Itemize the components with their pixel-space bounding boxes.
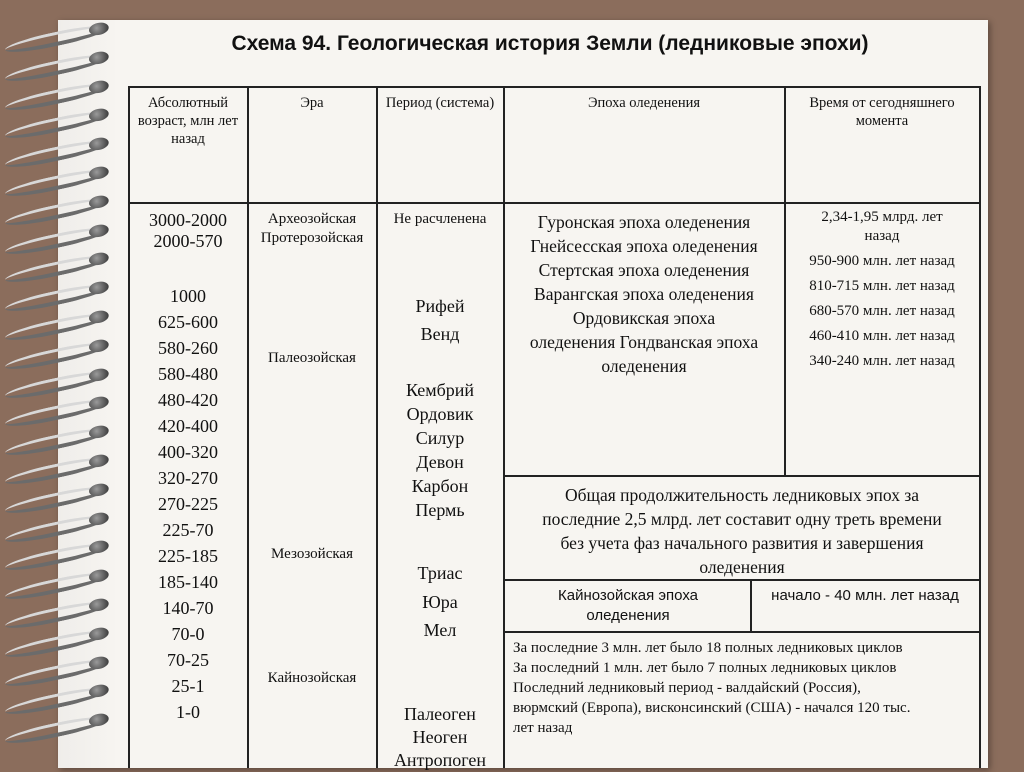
time-value: 810-715 млн. лет назад	[809, 278, 955, 294]
era-cenozoic: Кайнозойская	[267, 670, 357, 686]
age-value: 625-600	[158, 312, 218, 332]
period-group-3	[378, 559, 502, 645]
period-ordovician: Ордовик	[406, 404, 474, 424]
time-value: 2,34-1,95 млрд. лет	[821, 209, 943, 225]
period-neogene: Неоген	[412, 727, 468, 747]
time-value: 460-410 млн. лет назад	[809, 328, 955, 344]
epoch-line: оледенения	[601, 356, 687, 376]
age-value: 225-70	[162, 520, 214, 540]
period-cambrian: Кембрий	[405, 380, 475, 400]
cycles-line: Последний ледниковый период - валдайский (Россия),	[513, 680, 861, 696]
age-value: 185-140	[158, 572, 218, 592]
era-archean: Археозойская	[267, 211, 357, 227]
period-undivided: Не расчленена	[393, 211, 487, 227]
row-divider	[503, 579, 980, 581]
age-value: 580-260	[158, 338, 218, 358]
era-early	[249, 210, 375, 248]
period-group-2	[378, 378, 502, 522]
column-divider	[503, 86, 505, 768]
age-value: 1-0	[176, 702, 200, 722]
time-value: 680-570 млн. лет назад	[809, 303, 955, 319]
summary-text	[505, 483, 979, 579]
age-value: 580-480	[158, 364, 218, 384]
age-value: 420-400	[158, 416, 218, 436]
age-value: 480-420	[158, 390, 218, 410]
epoch-line: Варангская эпоха оледенения	[534, 284, 754, 304]
period-group-4	[378, 703, 502, 772]
period-silurian: Силур	[415, 428, 465, 448]
header-era: Эра	[300, 95, 324, 111]
period-anthropogene: Антропоген	[393, 750, 487, 770]
period-jurassic: Юра	[422, 591, 458, 612]
column-divider	[247, 86, 249, 768]
period-carboniferous: Карбон	[411, 476, 469, 496]
epoch-line: Стертская эпоха оледенения	[538, 260, 750, 280]
summary-line: без учета фаз начального развития и завершения	[560, 533, 924, 553]
age-value: 70-25	[167, 650, 209, 670]
era-proterozoic: Протерозойская	[260, 229, 364, 246]
age-value: 25-1	[171, 676, 205, 696]
age-list	[130, 210, 246, 723]
cenozoic-start: начало - 40 млн. лет назад	[771, 587, 959, 604]
epoch-line: Гуронская эпоха оледенения	[537, 212, 751, 232]
period-rifei: Рифей	[415, 296, 465, 316]
age-value: 400-320	[158, 442, 218, 462]
row-divider	[503, 631, 980, 633]
cycles-line: лет назад	[513, 720, 573, 736]
era-paleozoic: Палеозойская	[268, 350, 356, 366]
age-value: 225-185	[158, 546, 218, 566]
age-value: 320-270	[158, 468, 218, 488]
cycles-text	[513, 638, 975, 738]
summary-line: Общая продолжительность ледниковых эпох за	[564, 485, 920, 505]
cycles-line: За последние 3 млн. лет было 18 полных ледниковых циклов	[513, 640, 903, 656]
summary-line: оледенения	[699, 557, 785, 577]
period-paleogene: Палеоген	[404, 704, 476, 724]
period-devonian: Девон	[416, 452, 464, 472]
period-triassic: Триас	[417, 563, 463, 583]
header-bottom-border	[128, 202, 980, 204]
age-value: 3000-2000	[149, 210, 227, 230]
cycles-line: За последний 1 млн. лет было 7 полных ледниковых циклов	[513, 660, 897, 676]
age-value: 140-70	[162, 598, 214, 618]
time-value: назад	[864, 228, 900, 244]
header-time: Время от сегодняшнего момента	[809, 95, 955, 130]
epoch-line: Ордовикская эпоха	[572, 308, 716, 328]
period-group-1	[378, 292, 502, 348]
cenozoic-epoch: Кайнозойская эпоха оледенения	[558, 587, 698, 624]
epoch-line: Гнейсесская эпоха оледенения	[530, 236, 758, 256]
age-value: 2000-570	[153, 231, 223, 251]
time-value: 950-900 млн. лет назад	[809, 253, 955, 269]
binder-strip	[58, 20, 118, 768]
period-permian: Пермь	[415, 500, 465, 520]
era-mesozoic: Мезозойская	[271, 546, 353, 562]
cycles-line: вюрмский (Европа), висконсинский (США) - начался 120 тыс.	[513, 700, 911, 716]
time-value: 340-240 млн. лет назад	[809, 353, 955, 369]
epoch-line: оледенения Гондванская эпоха	[529, 332, 759, 352]
header-epoch: Эпоха оледенения	[587, 95, 701, 111]
time-list	[786, 208, 978, 371]
period-cretaceous: Мел	[423, 620, 457, 640]
age-value: 70-0	[171, 624, 205, 644]
header-period: Период (система)	[385, 95, 495, 111]
header-age: Абсолютный возраст, млн лет назад	[137, 95, 239, 148]
row-divider	[503, 475, 980, 477]
age-value: 1000	[170, 286, 206, 306]
column-divider	[750, 579, 752, 631]
summary-line: последние 2,5 млрд. лет составит одну треть времени	[542, 509, 942, 529]
table-right-border	[979, 86, 981, 768]
age-value: 270-225	[158, 494, 218, 514]
glaciation-epochs	[505, 210, 783, 378]
slide-title: Схема 94. Геологическая история Земли (ледниковые эпохи)	[231, 32, 869, 55]
period-vend: Венд	[420, 324, 460, 344]
